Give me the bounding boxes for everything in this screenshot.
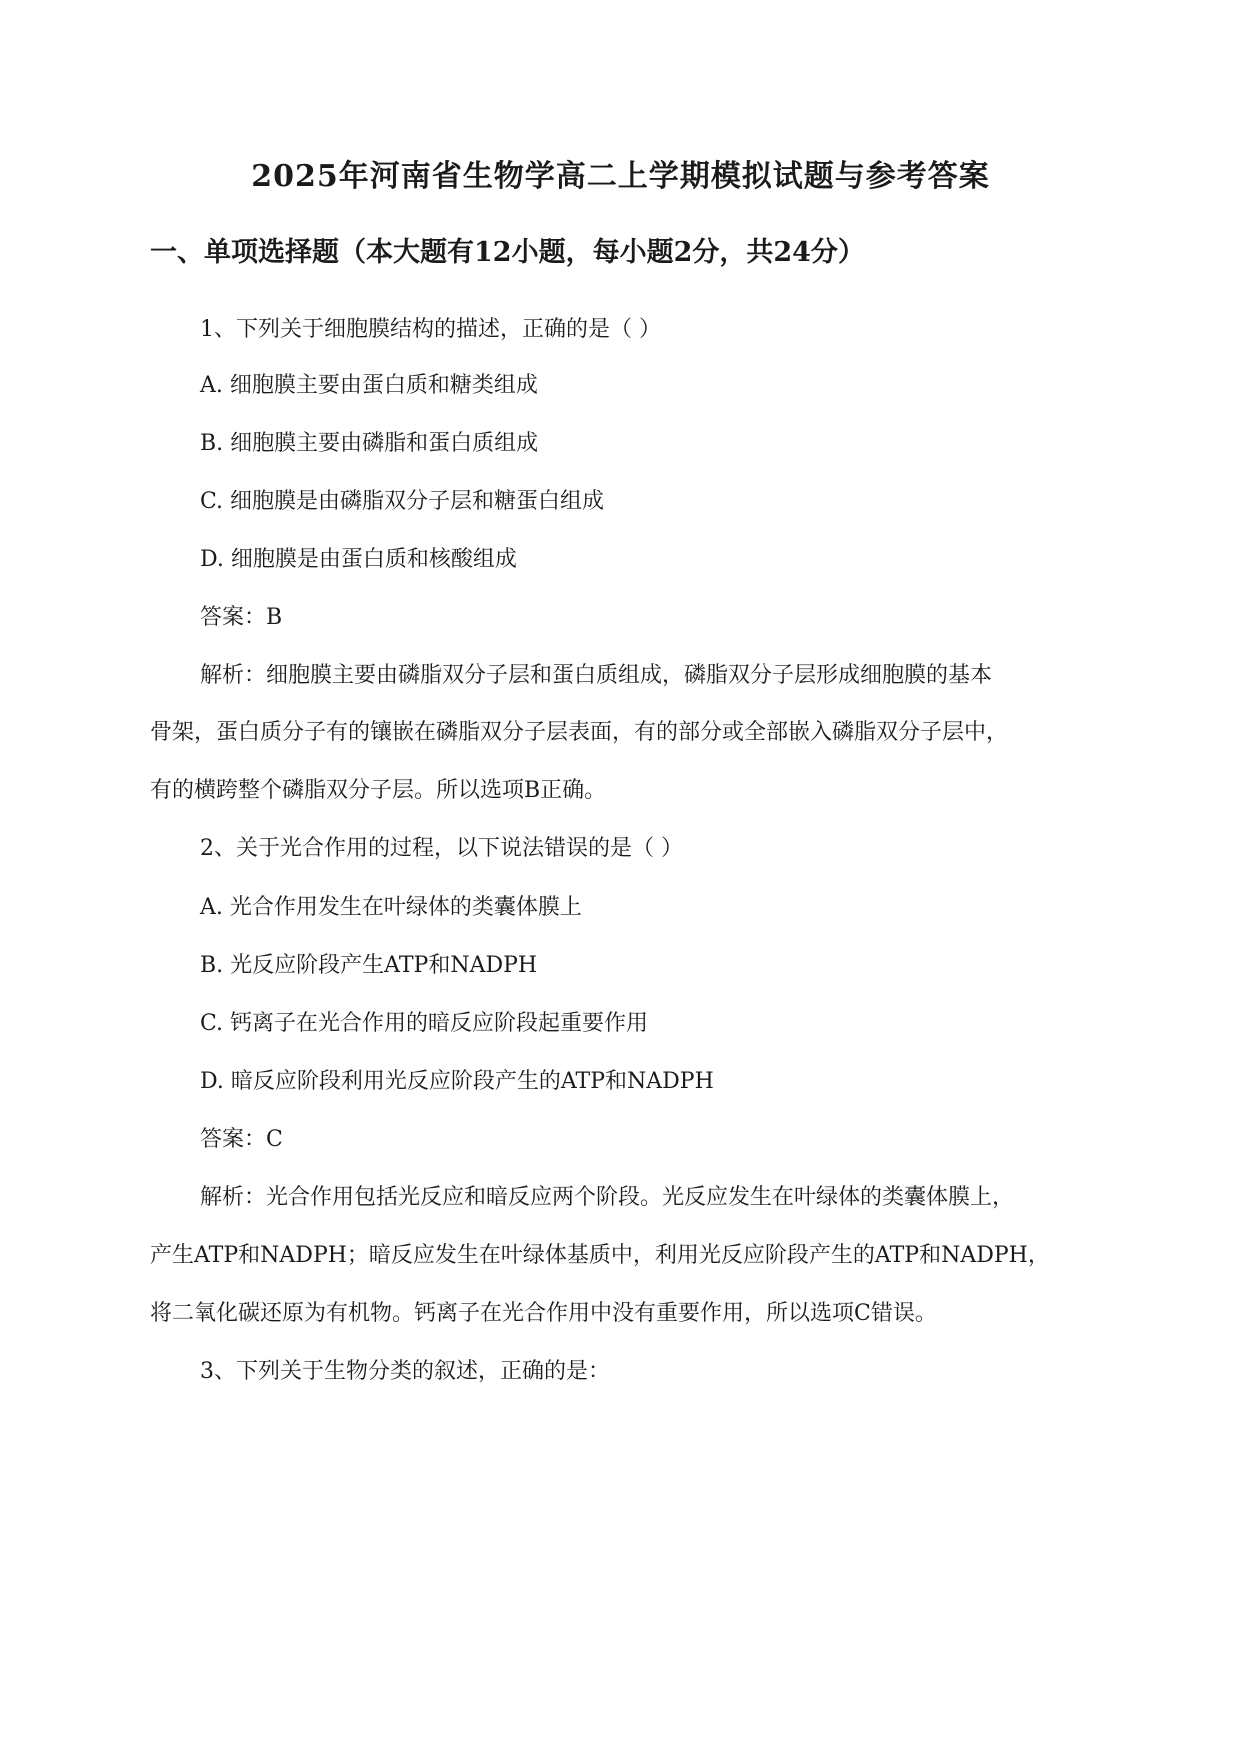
question-2-option-a: A. 光合作用发生在叶绿体的类囊体膜上 [200,895,582,920]
document-title: 2025年河南省生物学高二上学期模拟试题与参考答案 [251,159,990,194]
question-2-option-c: C. 钙离子在光合作用的暗反应阶段起重要作用 [200,1011,649,1036]
question-2-analysis-line-3: 将二氧化碳还原为有机物。钙离子在光合作用中没有重要作用，所以选项C错误。 [150,1301,937,1326]
question-2-stem: 2、关于光合作用的过程，以下说法错误的是（ ） [200,836,683,861]
question-1-analysis-line-2: 骨架，蛋白质分子有的镶嵌在磷脂双分子层表面，有的部分或全部嵌入磷脂双分子层中， [150,720,1009,745]
question-1-option-c: C. 细胞膜是由磷脂双分子层和糖蛋白组成 [200,489,605,514]
question-1-stem: 1、下列关于细胞膜结构的描述，正确的是（ ） [200,317,661,342]
question-1-analysis-line-3: 有的横跨整个磷脂双分子层。所以选项B正确。 [150,778,607,803]
question-2-option-b: B. 光反应阶段产生ATP和NADPH [200,953,538,978]
question-2-option-d: D. 暗反应阶段利用光反应阶段产生的ATP和NADPH [200,1069,714,1094]
question-1-analysis-line-1: 解析：细胞膜主要由磷脂双分子层和蛋白质组成，磷脂双分子层形成细胞膜的基本 [200,663,993,688]
question-2-answer: 答案：C [200,1127,283,1152]
question-2-analysis-line-1: 解析：光合作用包括光反应和暗反应两个阶段。光反应发生在叶绿体的类囊体膜上， [200,1185,1015,1210]
question-3-stem: 3、下列关于生物分类的叙述，正确的是： [200,1359,610,1384]
question-2-analysis-line-2: 产生ATP和NADPH；暗反应发生在叶绿体基质中，利用光反应阶段产生的ATP和NADPH， [150,1243,1050,1268]
section-heading: 一、单项选择题（本大题有12小题，每小题2分，共24分） [150,237,865,268]
question-1-option-d: D. 细胞膜是由蛋白质和核酸组成 [200,547,517,572]
question-1-answer: 答案：B [200,605,283,630]
question-1-option-b: B. 细胞膜主要由磷脂和蛋白质组成 [200,431,539,456]
question-1-option-a: A. 细胞膜主要由蛋白质和糖类组成 [200,373,538,398]
